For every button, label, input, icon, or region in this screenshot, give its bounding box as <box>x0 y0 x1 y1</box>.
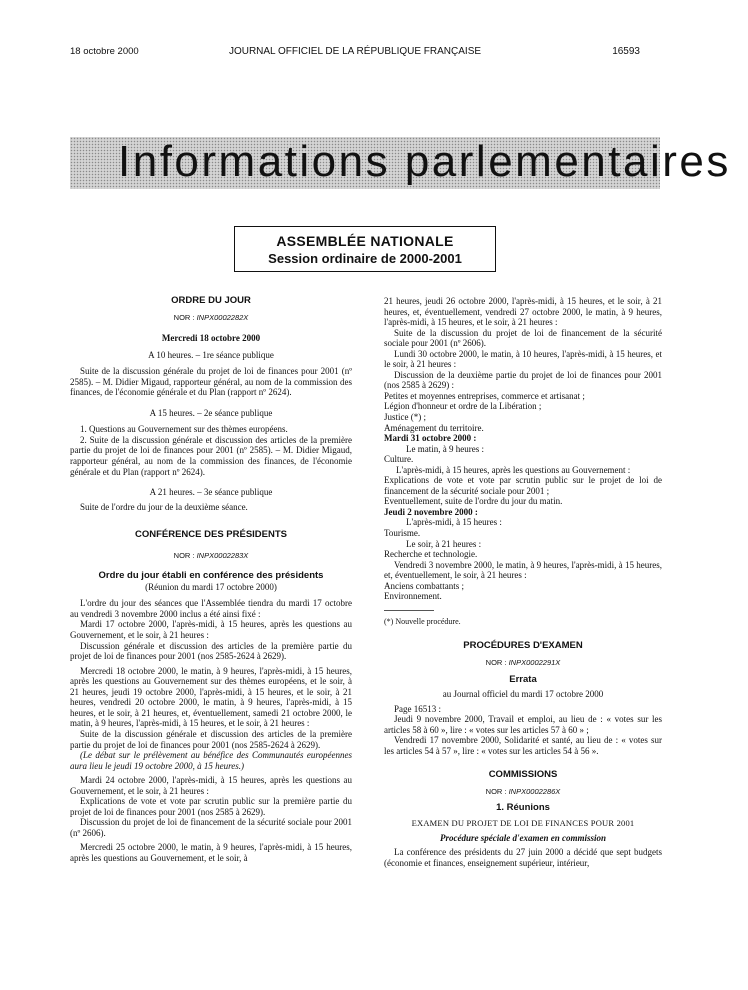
paragraph: Discussion du projet de loi de financement de la sécurité sociale pour 2001 (nº 2606). <box>70 817 352 838</box>
banner-title: Informations parlementaires <box>118 137 731 186</box>
list-item: Environnement. <box>384 591 442 602</box>
procedures-title: PROCÉDURES D'EXAMEN <box>463 640 583 652</box>
section-banner <box>70 137 731 189</box>
day-heading: Jeudi 2 novembre 2000 : <box>384 506 478 517</box>
footnote-divider <box>384 610 434 611</box>
day-heading: Mardi 31 octobre 2000 : <box>384 433 477 444</box>
conference-subtitle: Ordre du jour établi en conférence des présidents <box>98 570 324 582</box>
seance-heading: A 10 heures. – 1re séance publique <box>148 349 274 360</box>
footnote: (*) Nouvelle procédure. <box>384 616 461 626</box>
header-journal-title: JOURNAL OFFICIEL DE LA RÉPUBLIQUE FRANÇAISE <box>228 46 482 57</box>
time-slot: Le soir, à 21 heures : <box>406 538 482 549</box>
nor-reference: NOR : INPX0002286X <box>485 786 561 796</box>
list-item: Explications de vote et vote par scrutin public sur le projet de loi de financement de la sécurité sociale pour 2001 ; <box>384 475 662 496</box>
commissions-title: COMMISSIONS <box>488 769 558 781</box>
assembly-name: ASSEMBLÉE NATIONALE <box>276 233 454 249</box>
errata-title: Errata <box>509 673 537 685</box>
list-item: Eventuellement, suite de l'ordre du jour du matin. <box>384 496 563 507</box>
errata-subtitle: au Journal officiel du mardi 17 octobre 2000 <box>442 689 604 700</box>
paragraph: Suite de la discussion générale du projet de loi de finances pour 2001 (nº 2585). – M. Didier Migaud, rapporteur général, au nom de la commission des finances, de l'économie générale et du Plan (rapport nº 2624). <box>70 366 352 398</box>
right-column <box>384 296 662 868</box>
list-item: Légion d'honneur et ordre de la Libération ; <box>384 401 542 412</box>
paragraph: 21 heures, jeudi 26 octobre 2000, l'après-midi, à 15 heures, et le soir, à 21 heures, et, éventuellement, vendredi 27 octobre 2000, le matin, à 9 heures, l'après-midi, à 15 heures, et le soir, à 21 heures : <box>384 296 662 328</box>
list-item: Recherche et technologie. <box>384 549 478 560</box>
page-reference: Page 16513 : <box>394 703 441 714</box>
assembly-session: Session ordinaire de 2000-2001 <box>268 251 462 266</box>
paragraph: Suite de la discussion du projet de loi de financement de la sécurité sociale pour 2001 (nº 2606). <box>384 327 662 349</box>
time-slot: L'après-midi, à 15 heures : <box>406 517 502 528</box>
conference-date: (Réunion du mardi 17 octobre 2000) <box>145 581 277 592</box>
paragraph: Mardi 24 octobre 2000, l'après-midi, à 15 heures, après les questions au Gouvernement, et le soir, à 21 heures : <box>70 775 352 796</box>
paragraph: Mercredi 18 octobre 2000, le matin, à 9 heures, l'après-midi, à 15 heures, après les questions au Gouvernement sur des thèmes européens, et le soir, à 21 heures, jeudi 19 octobre 2000, l'après-midi, à 15 heures, et le soir, à 21 heures, vendredi 20 octobre 2000, le matin, à 9 heures, l'après-midi, à 15 heures, et le soir, à 21 heures, et, éventuellement, samedi 21 octobre 2000, le matin, à 9 heures, l'après-midi, à 15 heures, et le soir, à 21 heures : <box>70 665 352 729</box>
paragraph: Discussion de la deuxième partie du projet de loi de finances pour 2001 (nos 2585 à 2629) : <box>384 369 662 391</box>
paragraph: Suite de la discussion générale et discussion des articles de la première partie du projet de loi de finances pour 2001 (nos 2585-2624 à 2629). <box>70 728 352 750</box>
paragraph: Vendredi 17 novembre 2000, Solidarité et santé, au lieu de : « votes sur les articles 54 à 57 », lire : « votes sur les articles 54 à 56 ». <box>384 735 662 756</box>
list-item: Aménagement du territoire. <box>384 422 484 433</box>
left-column <box>70 296 352 864</box>
paragraph: Explications de vote et vote par scrutin public sur la première partie du projet de loi de finances pour 2001 (nos 2585 à 2629). <box>70 796 352 817</box>
list-item: Petites et moyennes entreprises, commerce et artisanat ; <box>384 390 585 401</box>
paragraph: L'ordre du jour des séances que l'Assemblée tiendra du mardi 17 octobre au vendredi 3 novembre 2000 inclus a été ainsi fixé : <box>70 598 352 619</box>
list-item: Justice (*) ; <box>384 412 426 423</box>
reunions-title: 1. Réunions <box>496 802 550 814</box>
nor-reference: NOR : INPX0002282X <box>173 312 249 322</box>
time-slot: Le matin, à 9 heures : <box>406 443 484 454</box>
procedure-heading: Procédure spéciale d'examen en commission <box>440 832 606 843</box>
paragraph: Lundi 30 octobre 2000, le matin, à 10 heures, l'après-midi, à 15 heures, et le soir, à 21 heures : <box>384 348 662 370</box>
paragraph: Jeudi 9 novembre 2000, Travail et emploi, au lieu de : « votes sur les articles 58 à 60 », lire : « votes sur les articles 57 à 60 » ; <box>384 714 662 735</box>
list-item: Tourisme. <box>384 528 421 539</box>
paragraph: Mardi 17 octobre 2000, l'après-midi, à 15 heures, après les questions au Gouvernement, et le soir, à 21 heures : <box>70 619 352 641</box>
day-heading: Vendredi 3 novembre 2000, le matin, à 9 heures, l'après-midi, à 15 heures, et, éventuellement, le soir, à 21 heures : <box>384 559 662 581</box>
list-item: Anciens combattants ; <box>384 580 464 591</box>
time-slot: L'après-midi, à 15 heures, après les questions au Gouvernement : <box>396 464 631 475</box>
seance-heading: A 21 heures. – 3e séance publique <box>149 487 273 498</box>
exam-heading: EXAMEN DU PROJET DE LOI DE FINANCES POUR 2001 <box>411 817 635 828</box>
conference-title: CONFÉRENCE DES PRÉSIDENTS <box>134 529 288 541</box>
assembly-box <box>234 226 496 272</box>
agenda-item: 2. Suite de la discussion générale et discussion des articles de la première partie du projet de loi de finances pour 2001 (nº 2585). – M. Didier Migaud, rapporteur général, au nom de la commission des finances, de l'économie générale et du Plan (rapport nº 2624). <box>70 434 352 477</box>
paragraph: Suite de l'ordre du jour de la deuxième séance. <box>80 501 248 512</box>
paragraph: (Le débat sur le prélèvement au bénéfice des Communautés européennes aura lieu le jeudi 19 octobre 2000, à 15 heures.) <box>70 750 352 771</box>
nor-reference: NOR : INPX0002291X <box>485 657 561 667</box>
nor-reference: NOR : INPX0002283X <box>173 550 249 560</box>
ordre-du-jour-title: ORDRE DU JOUR <box>171 295 251 306</box>
paragraph: Discussion générale et discussion des articles de la première partie du projet de loi de finances pour 2001 (nos 2585-2624 à 2629). <box>70 640 352 662</box>
header-page-number: 16593 <box>612 46 640 57</box>
header-date: 18 octobre 2000 <box>70 46 139 57</box>
paragraph: La conférence des présidents du 27 juin 2000 a décidé que sept budgets (économie et finances, enseignement supérieur, intérieur, <box>384 847 662 868</box>
paragraph: Mercredi 25 octobre 2000, le matin, à 9 heures, l'après-midi, à 15 heures, après les questions au Gouvernement, et le soir, à <box>70 842 352 863</box>
list-item: Culture. <box>384 454 414 465</box>
page-header <box>70 46 640 60</box>
seance-heading: A 15 heures. – 2e séance publique <box>149 407 273 418</box>
day-heading: Mercredi 18 octobre 2000 <box>161 333 261 344</box>
agenda-item: 1. Questions au Gouvernement sur des thèmes européens. <box>80 424 288 435</box>
